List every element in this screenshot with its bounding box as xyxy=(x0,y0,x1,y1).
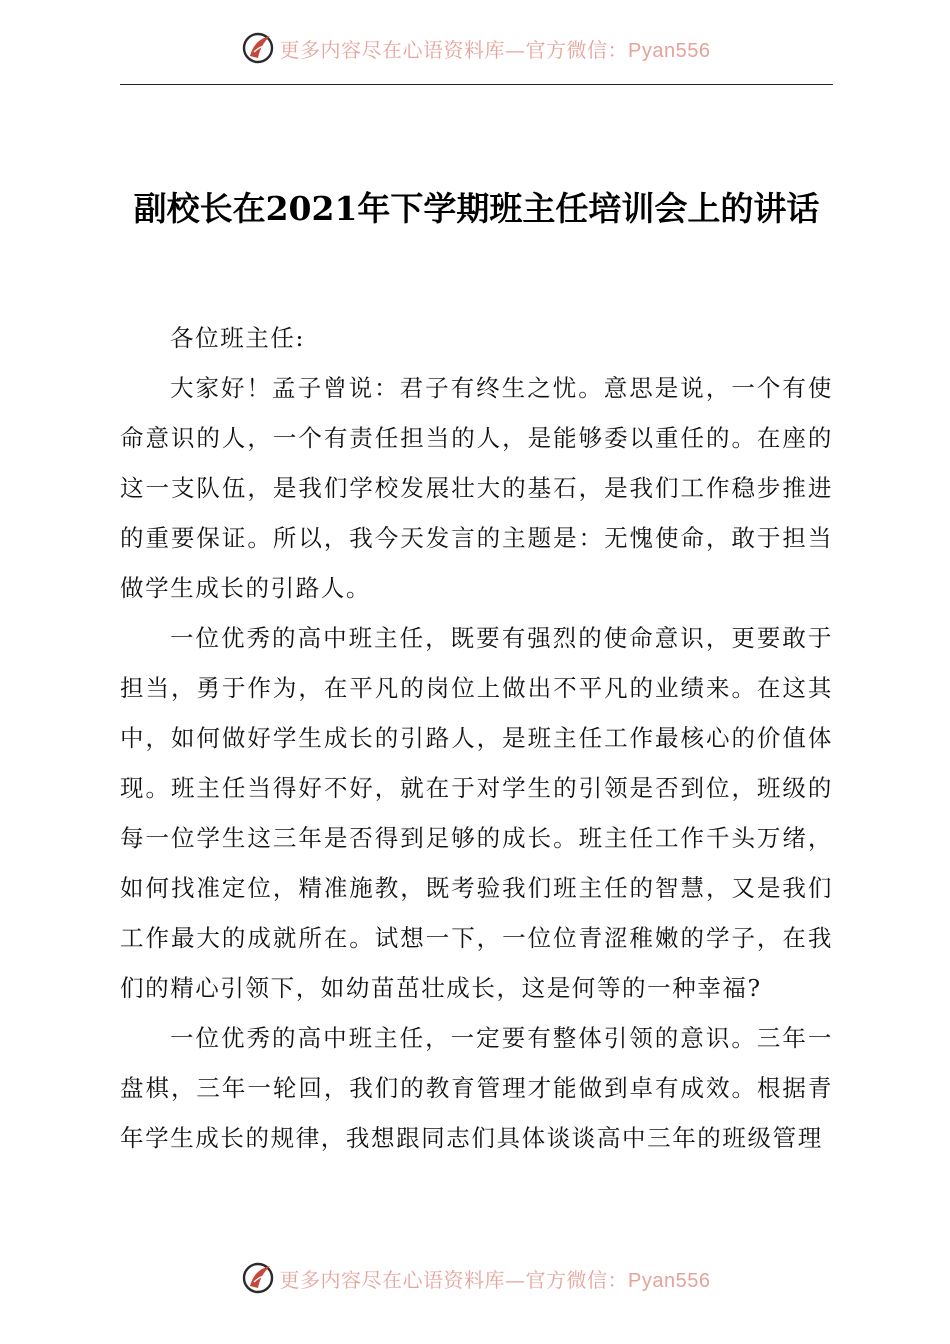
paragraph-2: 一位优秀的高中班主任，既要有强烈的使命意识，更要敢于担当，勇于作为，在平凡的岗位上做出不平凡的业绩来。在这其中，如何做好学生成长的引路人，是班主任工作最核心的价值体现。班主任当得好不好，就在于对学生的引领是否到位，班级的每一位学生这三年是否得到足够的成长。班主任工作千头万绪，如何找准定位，精准施教，既考验我们班主任的智慧，又是我们工作最大的成就所在。试想一下，一位位青涩稚嫩的学子，在我们的精心引领下，如幼苗茁壮成长，这是何等的一种幸福? xyxy=(120,624,833,1002)
page-footer xyxy=(0,1256,950,1300)
header-divider xyxy=(120,84,833,85)
document-body xyxy=(120,313,833,1163)
footer-brand xyxy=(240,1260,711,1296)
header-brand xyxy=(240,30,711,66)
document-title: 副校长在2021年下学期班主任培训会上的讲话 xyxy=(133,189,820,228)
paragraph-3: 一位优秀的高中班主任，一定要有整体引领的意识。三年一盘棋，三年一轮回，我们的教育管理才能做到卓有成效。根据青年学生成长的规律，我想跟同志们具体谈谈高中三年的班级管理 xyxy=(120,1024,833,1152)
paragraph-1: 大家好！孟子曾说：君子有终生之忧。意思是说，一个有使命意识的人，一个有责任担当的人，是能够委以重任的。在座的这一支队伍，是我们学校发展壮大的基石，是我们工作稳步推进的重要保证。所以，我今天发言的主题是：无愧使命，敢于担当做学生成长的引路人。 xyxy=(120,374,833,602)
header-wechat-id: Pyan556 xyxy=(628,39,711,62)
header-brand-text: 更多内容尽在心语资料库—官方微信：Pyan556 xyxy=(279,37,711,62)
brand-logo-icon xyxy=(240,1260,276,1296)
page-header xyxy=(0,26,950,70)
salutation: 各位班主任: xyxy=(170,324,306,352)
footer-wechat-id: Pyan556 xyxy=(628,1269,711,1292)
brand-logo-icon xyxy=(240,30,276,66)
footer-brand-text: 更多内容尽在心语资料库—官方微信：Pyan556 xyxy=(279,1267,711,1292)
